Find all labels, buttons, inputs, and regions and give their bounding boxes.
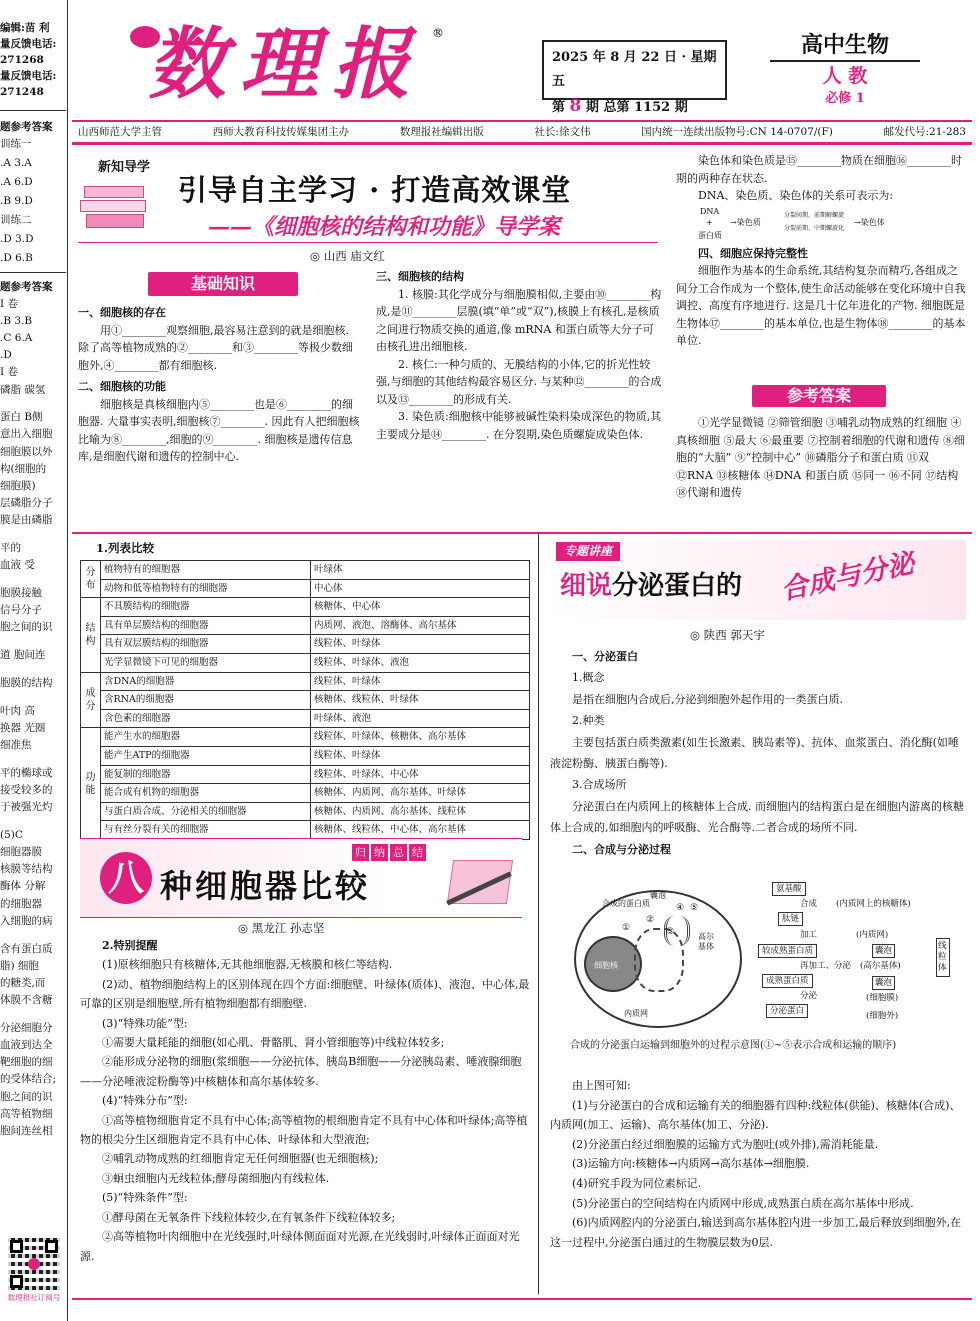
edition: 人 教 <box>822 65 868 87</box>
answer-line <box>0 530 66 541</box>
body-paragraph: (4)“特殊分布”型: <box>102 1094 188 1108</box>
answer-line: .B 3.B <box>0 314 33 327</box>
left-strip <box>0 0 66 1321</box>
para-concept: 是指在细胞内合成后,分泌到细胞外起作用的一类蛋白质. <box>572 692 843 706</box>
heading-existence: 一、细胞核的存在 <box>78 306 166 319</box>
intro-line: 由上图可知: <box>572 1079 631 1092</box>
table-cell-item: 能产生ATP的细胞器 <box>101 746 311 765</box>
article1-subtitle: ——《细胞核的结构和功能》导学案 <box>208 214 561 240</box>
table-cell-organelles: 线粒体、叶绿体 <box>311 746 530 765</box>
answer-line: 换器 光圈 <box>0 721 46 734</box>
body-paragraph: (1)原核细胞只有核糖体,无其他细胞器,无核膜和核仁等结构. <box>102 958 393 972</box>
answer-line: 含有蛋白质 <box>0 942 53 955</box>
body-paragraph: (5)分泌蛋白的空间结构在内质网中形成,成熟蛋白质在高尔基体中形成. <box>572 1196 914 1210</box>
subject-box <box>770 30 920 108</box>
answer-line: .D <box>0 349 12 362</box>
table-cell-organelles: 核糖体、线粒体、中心体、高尔基体 <box>311 821 530 840</box>
info-bar <box>72 123 972 141</box>
answer-line: 细胞膜以外 <box>0 445 53 458</box>
answer2-list <box>0 296 66 1141</box>
table-cell-item: 具有单层膜结构的细胞器 <box>101 616 311 635</box>
body-paragraph: ②高等植物叶肉细胞中在光线强时,叶绿体侧面面对光源,在光线弱时,叶绿体正面面对光源. <box>80 1230 520 1263</box>
table-cell-item: 能合成有机物的细胞器 <box>101 784 311 803</box>
answer-line: 蛋白 B侧 <box>0 411 43 424</box>
diagram-caption: 合成的分泌蛋白运输到细胞外的过程示意图(①~⑤表示合成和运输的顺序) <box>570 1040 897 1051</box>
answer-line: 膜是由磷脂 <box>0 514 53 527</box>
table-cell-item: 能复制的细胞器 <box>101 765 311 784</box>
table-row <box>81 653 530 672</box>
body-paragraph: (5)“特殊条件”型: <box>102 1191 188 1205</box>
answer-line <box>0 637 66 648</box>
answer-line: 构(细胞的 <box>0 462 47 475</box>
article1-author: ◎ 山西 庙文红 <box>310 249 385 263</box>
table-row <box>81 672 530 691</box>
table-category: 分布 <box>81 561 101 598</box>
body-paragraph: ③蛔虫细胞内无线粒体;酵母菌细胞内有线粒体. <box>102 1171 330 1185</box>
table-cell-organelles: 核糖体、线粒体、叶绿体 <box>311 691 530 710</box>
book: 必修 1 <box>825 91 865 106</box>
editor-line: 271268 <box>0 54 44 66</box>
answer-line <box>0 1009 66 1020</box>
table-row <box>81 765 530 784</box>
article1-col1 <box>78 304 363 528</box>
article2-tag: 归 纳 总 结 <box>352 844 426 861</box>
table-cell-organelles: 核糖体、内质网、高尔基体、叶绿体 <box>311 784 530 803</box>
qr-caption: 数理报社订阅号 <box>7 1293 61 1302</box>
books-icon <box>80 176 150 236</box>
answer-line: 分泌细胞分 <box>0 1021 53 1034</box>
table-row <box>81 579 530 598</box>
article3-author: ◎ 陕西 郭天宇 <box>690 628 765 642</box>
table-cell-organelles: 叶绿体 <box>311 561 530 580</box>
answer-line: .B 9.D <box>0 195 33 208</box>
body-paragraph: ①需要大量耗能的细胞(如心肌、骨骼肌、肾小管细胞等)中线粒体较多; <box>102 1036 445 1050</box>
logo <box>130 18 444 114</box>
answer-line: 训练一 <box>0 138 32 151</box>
answer-line: 胞之间的识 <box>0 621 53 634</box>
answer-line: I 卷 <box>0 297 18 310</box>
table-cell-item: 植物特有的细胞器 <box>101 561 311 580</box>
answer-line: 平的椭球或 <box>0 766 53 779</box>
table-cell-item: 与有丝分裂有关的细胞器 <box>101 821 311 840</box>
info-item: 西师大教育科技传媒集团主办 <box>212 126 350 138</box>
table-row <box>81 821 530 840</box>
body-paragraph: ②哺乳动物成熟的红细胞肯定无任何细胞器(也无细胞核); <box>102 1152 379 1166</box>
answer-line <box>0 816 66 827</box>
heading-special-notes: 2.特别提醒 <box>102 939 158 952</box>
para-chromosome: 染色体和染色质是⑮________物质在细胞⑯________时期的两种存在状态. <box>676 154 962 185</box>
table-cell-organelles: 中心体 <box>311 579 530 598</box>
relation-diagram: DNA + 蛋白质 →染色质 分裂间期、前期解螺旋 分裂前期、中期螺旋化 →染色体 <box>698 206 885 240</box>
answers-title: 题参考答案 <box>0 121 53 133</box>
table-cell-organelles: 核糖体、内质网、高尔基体、线粒体 <box>311 802 530 821</box>
table-row <box>81 746 530 765</box>
answer-line: 核膜等结构 <box>0 863 53 876</box>
article3-title: 细说分泌蛋白的 <box>560 571 743 601</box>
answer-line: .D 3.D <box>0 233 34 246</box>
answer-line: 的糖类,而 <box>0 976 46 989</box>
table-category: 功能 <box>81 728 101 840</box>
sub-site: 3.合成场所 <box>572 778 627 792</box>
editor-info <box>0 0 66 100</box>
answer-line: 体膜不含糖 <box>0 994 53 1007</box>
para-existence: 用①________观察细胞,最容易注意到的就是细胞核. 除了高等植物成熟的②________和③________等极少数细胞外,④________都有细胞核. <box>78 323 353 372</box>
info-item: 邮发代号:21-283 <box>883 126 966 138</box>
answer-line: 的受体结合; <box>0 1073 57 1086</box>
table-cell-organelles: 线粒体、叶绿体、中心体 <box>311 765 530 784</box>
answer-line: 脂) 细胞 <box>0 959 39 972</box>
article3-title-accent: 合成与分泌 <box>778 547 917 607</box>
answer-line <box>0 575 66 586</box>
answer-line: 接受较多的 <box>0 783 53 796</box>
logo-text: 数理报 <box>148 19 425 110</box>
answer-line: 信号分子 <box>0 604 42 617</box>
table-cell-item: 光学显微镜下可见的细胞器 <box>101 653 311 672</box>
pen-icon <box>440 856 520 912</box>
table-title: 1.列表比较 <box>96 541 155 555</box>
body-paragraph: (3)“特殊功能”型: <box>102 1016 188 1030</box>
article2-title: 种细胞器比较 <box>160 867 371 905</box>
article1-col2 <box>376 268 664 530</box>
article2-title-number: 八 <box>100 852 152 904</box>
table-row <box>81 616 530 635</box>
date-box <box>542 40 727 116</box>
table-cell-item: 能产生水的细胞器 <box>101 728 311 747</box>
table-cell-organelles: 线粒体、叶绿体 <box>311 635 530 654</box>
table-category: 成分 <box>81 672 101 728</box>
heading-function: 二、细胞核的功能 <box>78 380 166 393</box>
answer-line: 胞间连丝相 <box>0 1125 53 1138</box>
qr-code[interactable] <box>8 1238 60 1290</box>
answer-line: .A 6.D <box>0 176 33 189</box>
answer-line: 平的 <box>0 542 21 555</box>
answer-line: .A 3.A <box>0 157 32 170</box>
editor-line: 量反馈电话: <box>0 38 57 50</box>
info-item: 国内统一连续出版物号:CN 14-0707/(F) <box>641 126 833 138</box>
article2-author: ◎ 黑龙江 孙志坚 <box>238 921 325 935</box>
answer-line <box>0 399 66 410</box>
table-cell-item: 具有双层膜结构的细胞器 <box>101 635 311 654</box>
answer-line: 磷脂 碳氢 <box>0 383 46 396</box>
info-item: 社长:徐文伟 <box>534 126 591 138</box>
table-cell-item: 含色素的细胞器 <box>101 709 311 728</box>
body-paragraph: (2)动、植物细胞结构上的区别体现在四个方面:细胞壁、叶绿体(质体)、液泡、中心体,最可靠的区别是细胞壁,所有植物细胞都有细胞壁. <box>80 977 530 1011</box>
heading-integrity: 四、细胞应保持完整性 <box>698 246 808 260</box>
article3-tag: 专题讲座 <box>556 542 620 561</box>
answer-line <box>0 664 66 675</box>
article3-intro <box>550 646 966 880</box>
answer-line: 血液 受 <box>0 559 35 572</box>
answer-line: 的细胞器 <box>0 897 42 910</box>
article1-answers: ①光学显微镜 ②筛管细胞 ③哺乳动物成熟的红细胞 ④真核细胞 ⑤最大 ⑥最重要 ⑦控制着细胞的代谢和遗传 ⑧细胞的“大脑” ⑨“控制中心” ⑩磷脂分子和蛋白质 ⑪双 ⑫RNA ⑬核糖体 ⑭DNA 和蛋白质 ⑮同一 ⑯不同 ⑰结构 ⑱代谢和遗传 <box>676 416 965 499</box>
editor-line: 271248 <box>0 86 44 98</box>
para-nuclear-envelope: 1. 核膜:其化学成分与细胞膜相似,主要由⑩________构成,是⑪________层膜(填“单”或“双”),核膜上有核孔,是核质之间进行物质交换的通道,像 mRNA 和蛋白质等大分子可由核孔进出细胞核. <box>376 287 662 353</box>
para-function: 细胞核是真核细胞内⑤________也是⑥________的细胞器. 大量事实表明,细胞核⑦________. 因此有人把细胞核比喻为⑧________,细胞的⑨________. 细胞核是遗传信息库,是细胞代谢和遗传的控制中心. <box>78 397 360 463</box>
body-paragraph: (1)与分泌蛋白的合成和运输有关的细胞器有四种:线粒体(供能)、核糖体(合成)、内质网(加工、运输)、高尔基体(加工、分泌). <box>550 1098 961 1132</box>
body-paragraph: (3)运输方向:核糖体→内质网→高尔基体→细胞膜. <box>572 1157 810 1171</box>
table-cell-item: 含RNA的细胞器 <box>101 691 311 710</box>
sub-concept: 1.概念 <box>572 671 605 685</box>
table-row <box>81 728 530 747</box>
body-paragraph: (6)内质网腔内的分泌蛋白,输送到高尔基体腔内进一步加工,最后释放到细胞外,在这一过程中,分泌蛋白通过的生物膜层数为0层. <box>550 1216 962 1249</box>
answer-line <box>0 930 66 941</box>
answers2-title: 题参考答案 <box>0 281 53 294</box>
answer-line <box>0 754 66 765</box>
answer-line: 血液到达全 <box>0 1039 53 1052</box>
info-item: 山西师范大学主管 <box>78 126 162 138</box>
table-category: 结构 <box>81 598 101 672</box>
flow-diagram: 氨基酸 肽链 较成熟蛋白质 成熟蛋白质 分泌蛋白 合成 加工 再加工、分泌 分泌 (内质网上的核糖体) (内质网) 囊泡 (高尔基体) 囊泡 (细胞膜) (细胞外) 线粒体 <box>756 880 966 1030</box>
article2-body <box>80 936 532 1294</box>
answer-line: 胞膜接触 <box>0 587 42 600</box>
answer-line: 于被强光灼 <box>0 801 53 814</box>
answer-line: 高等植物细 <box>0 1107 53 1120</box>
cell-diagram: 合成的蛋白质 囊泡 高尔基体 细胞核 内质网 ① ② ③ ④ ⑤ <box>572 884 747 1032</box>
table-cell-item: 不具膜结构的细胞器 <box>101 598 311 617</box>
answer-line: 层磷脂分子 <box>0 497 53 510</box>
para-integrity: 细胞作为基本的生命系统,其结构复杂而精巧,各组成之间分工合作成为一个整体,使生命活动能够在变化环境中自我调控、高度有序地进行. 这是几十亿年进化的产物. 细胞既是生物体⑰________的基本单位,也是生物体⑱________的基本单位. <box>676 264 966 347</box>
article3-body <box>550 1076 966 1296</box>
table-row <box>81 784 530 803</box>
answer-line: I 卷 <box>0 366 18 379</box>
table-row <box>81 691 530 710</box>
table-cell-organelles: 线粒体、叶绿体、液泡 <box>311 653 530 672</box>
answer-line: 道 胞间连 <box>0 649 46 662</box>
answer-line <box>0 692 66 703</box>
organelle-table <box>80 560 530 840</box>
body-paragraph: ①高等植物细胞肯定不具有中心体;高等植物的根细胞肯定不具有中心体和叶绿体;高等植物的根尖分生区细胞肯定不具有中心体、叶绿体和大型液泡; <box>80 1113 528 1147</box>
section-basic-knowledge: 基础知识 <box>148 272 298 296</box>
body-paragraph: ②能形成分泌物的细胞(浆细胞——分泌抗体、胰岛B细胞——分泌胰岛素、唾液腺细胞——分泌唾液淀粉酶等)中核糖体和高尔基体较多. <box>80 1055 522 1088</box>
heading-secretory-protein: 一、分泌蛋白 <box>572 650 638 663</box>
section-answers: 参考答案 <box>752 385 886 407</box>
article1-tag: 新知导学 <box>98 160 151 175</box>
heading-process: 二、合成与分泌过程 <box>572 842 671 856</box>
article1-title: 引导自主学习 · 打造高效课堂 <box>178 173 572 207</box>
registered-mark: ® <box>432 26 444 40</box>
para-chromatin: 3. 染色质:细胞核中能够被碱性染料染成深色的物质,其主要成分是⑭________. 在分裂期,染色质螺旋成染色体. <box>376 410 662 441</box>
table-row <box>81 709 530 728</box>
table-row <box>81 598 530 617</box>
answer-line: 细胞器膜 <box>0 846 42 859</box>
heading-structure: 三、细胞核的结构 <box>376 270 464 283</box>
answer-line: 酶体 分解 <box>0 880 46 893</box>
answer-line: 细准焦 <box>0 739 32 751</box>
table-cell-item: 含DNA的细胞器 <box>101 672 311 691</box>
answer-line: 意出入细胞 <box>0 428 53 441</box>
sub-types: 2.种类 <box>572 714 605 728</box>
table-row <box>81 561 530 580</box>
answer-line: 胞膜的结构 <box>0 676 53 689</box>
answer-line: 叶肉 高 <box>0 704 35 717</box>
body-paragraph: (2)分泌蛋白经过细胞膜的运输方式为胞吐(或外排),需消耗能量. <box>572 1137 879 1151</box>
table-row <box>81 802 530 821</box>
answer-line: 胞之间的识 <box>0 1090 53 1103</box>
issue-line: 第 8 期 总第 1152 期 <box>552 96 688 116</box>
answer-line: 靶细胞的细 <box>0 1056 53 1069</box>
answer-line: .D 6.B <box>0 252 33 265</box>
answer-line: 入细胞的病 <box>0 914 53 927</box>
table-cell-organelles: 线粒体、叶绿体 <box>311 672 530 691</box>
editor-line: 量反馈电话: <box>0 70 57 82</box>
para-types: 主要包括蛋白质类激素(如生长激素、胰岛素等)、抗体、血浆蛋白、消化酶(如唾液淀粉酶、胰蛋白酶等). <box>550 735 959 771</box>
table-cell-organelles: 内质网、液泡、溶酶体、高尔基体 <box>311 616 530 635</box>
table-row <box>81 635 530 654</box>
body-paragraph: (4)研究手段为同位素标记. <box>572 1176 702 1190</box>
answer-line: 训练二 <box>0 214 32 227</box>
editor-line: 编辑:苗 利 <box>0 22 50 34</box>
answer-line: .C 6.A <box>0 331 33 344</box>
date-line: 2025 年 8 月 22 日 · 星期五 <box>552 50 717 89</box>
table-cell-organelles: 核糖体、中心体 <box>311 598 530 617</box>
info-item: 数理报社编辑出版 <box>399 126 484 138</box>
para-nucleolus: 2. 核仁:一种匀质的、无膜结构的小体,它的折光性较强,与细胞的其他结构最容易区分. 与某种⑫________的合成以及⑬________的形成有关. <box>376 357 662 406</box>
answer-list <box>0 135 66 268</box>
table-cell-organelles: 叶绿体、液泡 <box>311 709 530 728</box>
body-paragraph: ①酵母菌在无氧条件下线粒体较少,在有氧条件下线粒体较多; <box>102 1210 396 1224</box>
para-relation: DNA、染色质、染色体的关系可表示为: <box>698 189 894 202</box>
table-cell-item: 与蛋白质合成、分泌相关的细胞器 <box>101 802 311 821</box>
answer-line: (5)C <box>0 828 23 841</box>
answer-line: 细胞膜) <box>0 480 36 493</box>
table-cell-item: 动物和低等植物特有的细胞器 <box>101 579 311 598</box>
para-site: 分泌蛋白在内质网上的核糖体上合成. 而细胞内的结构蛋白是在细胞内游离的核糖体上合成的,如细胞内的呼吸酶、光合酶等.二者合成的场所不同. <box>550 799 964 835</box>
subject: 高中生物 <box>770 30 920 62</box>
table-cell-organelles: 线粒体、叶绿体、核糖体、高尔基体 <box>311 728 530 747</box>
